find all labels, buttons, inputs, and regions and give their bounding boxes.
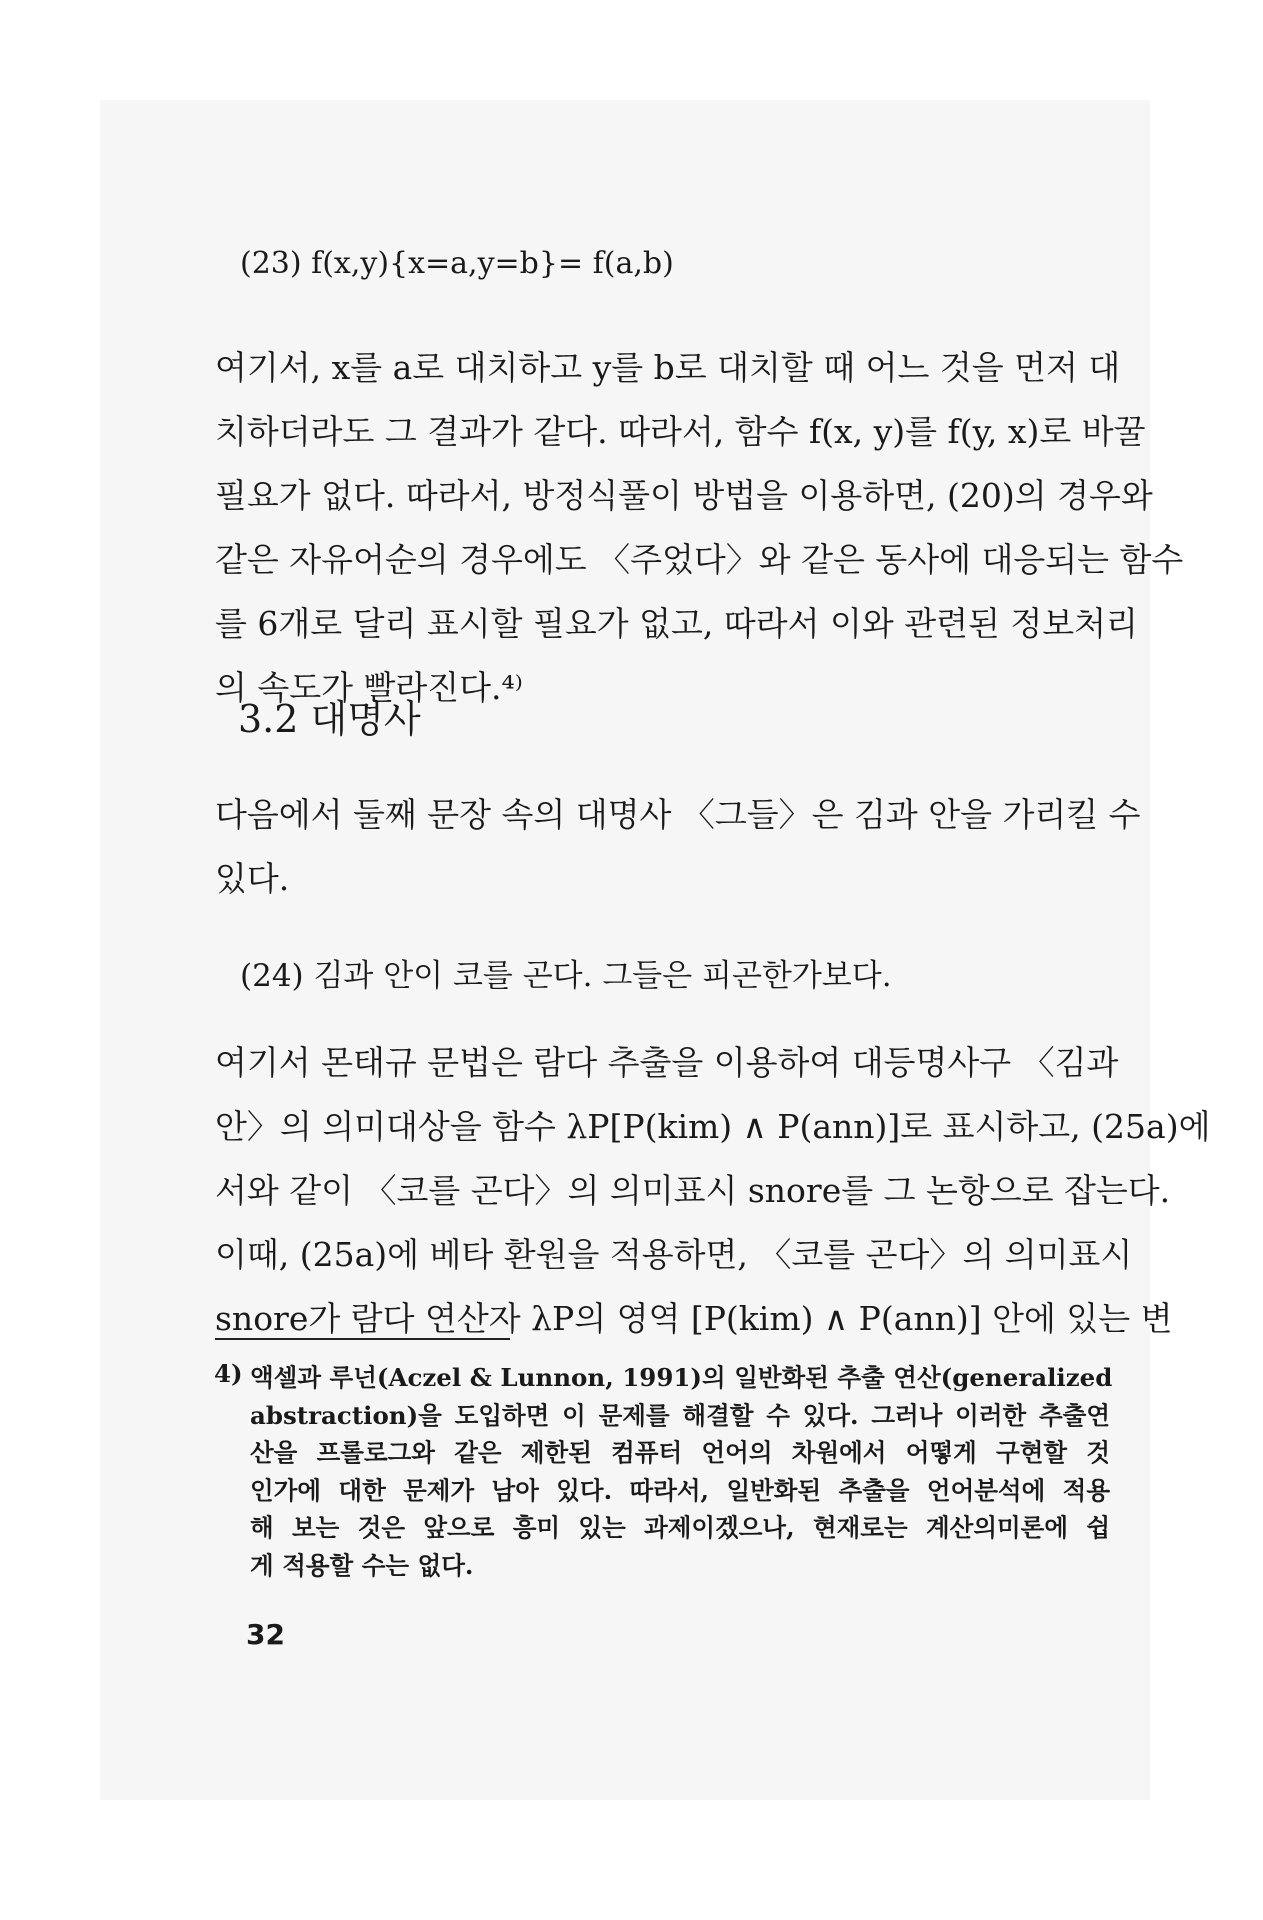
footnote-line: 인가에 대한 문제가 남아 있다. 따라서, 일반화된 추출을 언어분석에 적용 (250, 1475, 1110, 1505)
text-line: 다음에서 둘째 문장 속의 대명사 〈그들〉은 김과 안을 가리킬 수 (215, 795, 1141, 834)
footnote-line: 게 적용할 수는 없다. (250, 1550, 474, 1580)
footnote-line: 액셀과 루넌(Aczel & Lunnon, 1991)의 일반화된 추출 연산(generalized (250, 1363, 1113, 1392)
footnote-number: 4) (214, 1359, 243, 1388)
paragraph-1 (215, 336, 1184, 720)
text-line: 의 속도가 빨라진다.⁴⁾ (215, 668, 523, 707)
example-24: (24) 김과 안이 코를 곤다. 그들은 피곤한가보다. (240, 958, 892, 994)
text-line: 를 6개로 달리 표시할 필요가 없고, 따라서 이와 관련된 정보처리 (215, 604, 1138, 643)
text-line: 여기서 몬태규 문법은 람다 추출을 이용하여 대등명사구 〈김과 (215, 1043, 1119, 1082)
text-line: snore가 람다 연산자 λP의 영역 [P(kim) ∧ P(ann)] 안에 있는 변 (215, 1299, 1173, 1338)
text-line: 필요가 없다. 따라서, 방정식풀이 방법을 이용하면, (20)의 경우와 (215, 476, 1153, 515)
footnote-line: 해 보는 것은 앞으로 흥미 있는 과제이겠으나, 현재로는 계산의미론에 쉽 (250, 1513, 1110, 1542)
footnote (214, 1359, 1113, 1584)
page-number: 32 (246, 1618, 285, 1651)
text-line: 이때, (25a)에 베타 환원을 적용하면, 〈코를 곤다〉의 의미표시 (215, 1235, 1133, 1274)
text-line: 서와 같이 〈코를 곤다〉의 의미표시 snore를 그 논항으로 잡는다. (215, 1171, 1171, 1210)
text-line: 여기서, x를 a로 대치하고 y를 b로 대치할 때 어느 것을 먼저 대 (215, 348, 1121, 387)
paragraph-3 (215, 1031, 1211, 1351)
footnote-line: abstraction)을 도입하면 이 문제를 해결할 수 있다. 그러나 이러한 추출연 (250, 1400, 1110, 1430)
text-line: 안〉의 의미대상을 함수 λP[P(kim) ∧ P(ann)]로 표시하고, (25a)에 (215, 1107, 1211, 1146)
text-line: 있다. (215, 859, 290, 898)
text-line: 치하더라도 그 결과가 같다. 따라서, 함수 f(x, y)를 f(y, x)로 바꿀 (215, 412, 1146, 451)
example-23: (23) f(x,y){x=a,y=b}= f(a,b) (240, 246, 674, 281)
section-heading: 3.2 대명사 (238, 697, 421, 741)
footnote-divider (215, 1338, 510, 1340)
footnote-line: 산을 프롤로그와 같은 제한된 컴퓨터 언어의 차원에서 어떻게 구현할 것 (250, 1438, 1110, 1467)
paragraph-2 (215, 783, 1141, 911)
text-line: 같은 자유어순의 경우에도 〈주었다〉와 같은 동사에 대응되는 함수 (215, 540, 1184, 579)
